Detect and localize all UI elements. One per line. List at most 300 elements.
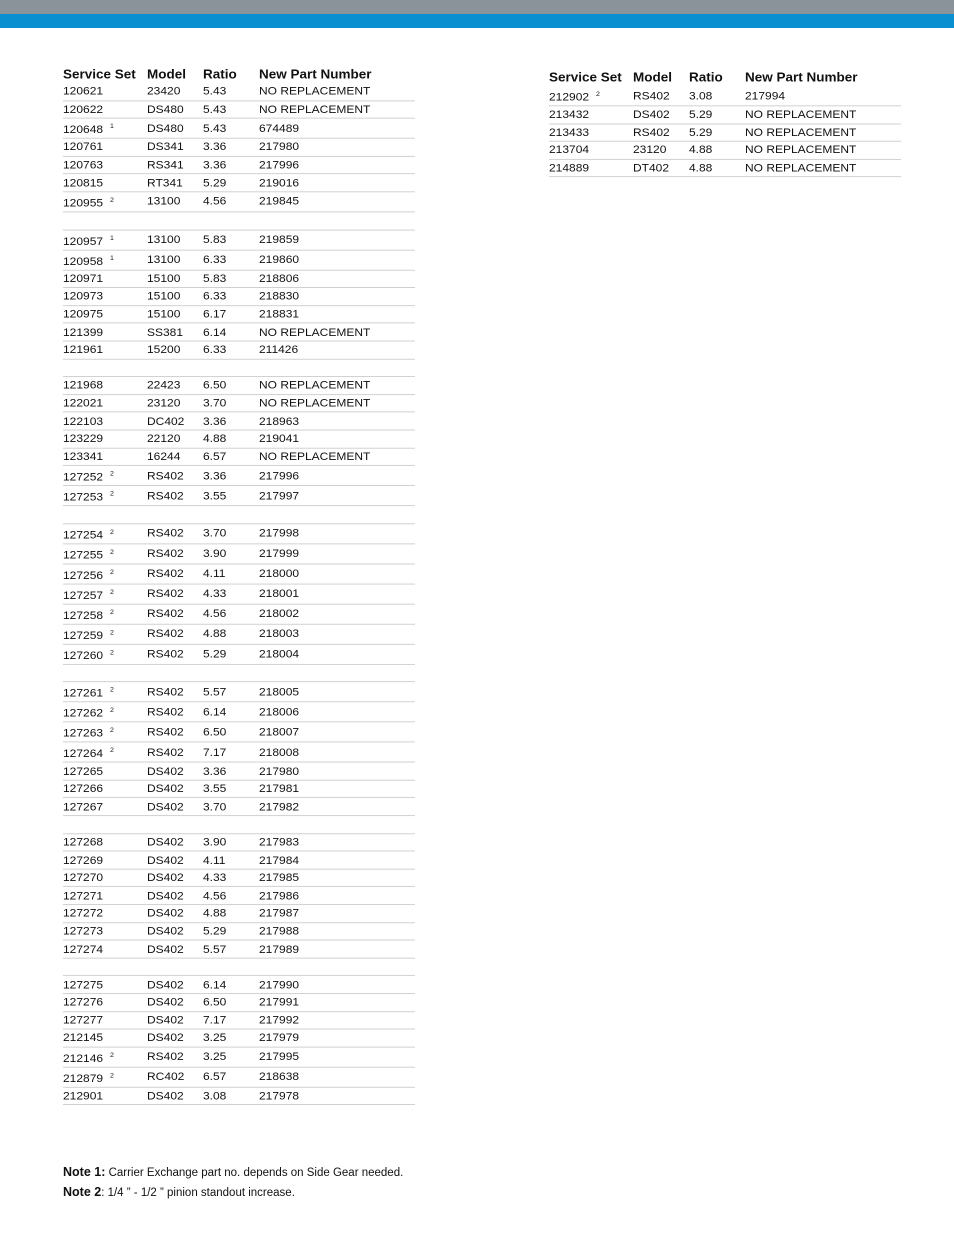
cell-service-set — [63, 448, 147, 466]
footnote-marker: 2 — [110, 629, 114, 636]
cell-service-set — [63, 976, 147, 994]
service-set-value: 127272 — [63, 906, 104, 920]
table-row — [63, 101, 415, 119]
service-set-value: 127271 — [63, 888, 104, 902]
table-row — [63, 430, 415, 448]
table-row — [549, 106, 901, 124]
table-row — [63, 138, 415, 156]
service-set-value: 120955 — [63, 196, 104, 210]
footnote-marker: 2 — [110, 649, 114, 656]
service-set-value: 123229 — [63, 431, 104, 446]
cell-new-part-number: 218005 — [259, 682, 415, 702]
cell-ratio: 6.14 — [203, 323, 259, 341]
cell-new-part-number: 217992 — [259, 1011, 415, 1029]
service-set-value: 120971 — [63, 271, 104, 285]
service-set-value: 213433 — [549, 125, 590, 139]
cell-new-part-number: 217990 — [259, 976, 415, 994]
footnote-marker: 2 — [110, 687, 114, 694]
table-row — [63, 523, 415, 543]
cell-model: DS402 — [147, 1011, 203, 1029]
service-set-value: 127266 — [63, 781, 104, 796]
cell-service-set — [63, 624, 147, 644]
service-set-value: 127273 — [63, 924, 104, 938]
table-row — [63, 156, 415, 174]
cell-model: 13100 — [147, 192, 203, 212]
service-set-value: 127258 — [63, 608, 104, 622]
service-set-value: 214889 — [549, 160, 590, 175]
group-spacer — [63, 664, 415, 682]
service-set-value: 127264 — [63, 746, 104, 760]
footnote-marker: 2 — [110, 609, 114, 616]
service-set-value: 120763 — [63, 157, 104, 172]
cell-model: DS402 — [147, 976, 203, 994]
cell-service-set — [549, 124, 633, 142]
cell-ratio: 4.88 — [203, 905, 259, 923]
header-model: Model — [633, 69, 672, 85]
service-set-value: 127260 — [63, 648, 104, 662]
cell-ratio: 4.11 — [203, 564, 259, 584]
service-set-value: 127276 — [63, 995, 104, 1009]
cell-ratio: 3.70 — [203, 394, 259, 412]
cell-service-set — [63, 994, 147, 1012]
cell-service-set — [63, 762, 147, 780]
service-set-value: 127275 — [63, 977, 104, 991]
cell-service-set — [63, 851, 147, 869]
spacer-cell — [203, 506, 259, 524]
cell-model: 15200 — [147, 341, 203, 359]
cell-new-part-number: 217982 — [259, 798, 415, 816]
table-row — [63, 323, 415, 341]
cell-model: DC402 — [147, 412, 203, 430]
cell-service-set — [63, 1047, 147, 1067]
cell-model: DS402 — [147, 940, 203, 958]
cell-new-part-number: NO REPLACEMENT — [259, 377, 415, 395]
cell-new-part-number: 218001 — [259, 584, 415, 604]
cell-new-part-number: 217998 — [259, 523, 415, 543]
cell-model: DS402 — [147, 762, 203, 780]
note-1 — [63, 1163, 403, 1183]
spacer-cell — [63, 816, 147, 834]
cell-model: DS480 — [147, 101, 203, 119]
table-row — [63, 922, 415, 940]
cell-ratio: 6.33 — [203, 341, 259, 359]
cell-new-part-number: 219859 — [259, 230, 415, 250]
cell-new-part-number: NO REPLACEMENT — [259, 323, 415, 341]
cell-new-part-number: 218004 — [259, 644, 415, 664]
spacer-cell — [63, 664, 147, 682]
cell-ratio: 3.55 — [203, 780, 259, 798]
cell-new-part-number: 217986 — [259, 887, 415, 905]
table-row — [63, 994, 415, 1012]
footnote-marker: 2 — [110, 197, 114, 204]
cell-ratio: 3.55 — [203, 486, 259, 506]
cell-ratio: 4.56 — [203, 887, 259, 905]
cell-new-part-number: 217978 — [259, 1087, 415, 1105]
table-row — [63, 1067, 415, 1087]
cell-service-set — [63, 486, 147, 506]
cell-ratio: 4.11 — [203, 851, 259, 869]
cell-ratio: 6.50 — [203, 722, 259, 742]
cell-new-part-number: 218830 — [259, 288, 415, 306]
cell-ratio: 3.90 — [203, 833, 259, 851]
cell-new-part-number: NO REPLACEMENT — [259, 394, 415, 412]
cell-model: DS402 — [633, 106, 689, 124]
cell-ratio: 4.88 — [689, 141, 745, 159]
spacer-cell — [203, 359, 259, 377]
cell-ratio: 5.29 — [689, 124, 745, 142]
cell-service-set — [63, 722, 147, 742]
table-row — [63, 377, 415, 395]
cell-new-part-number: 217995 — [259, 1047, 415, 1067]
service-set-value: 127261 — [63, 686, 104, 700]
footnote-marker: 1 — [110, 123, 114, 131]
cell-model: 23120 — [147, 394, 203, 412]
cell-ratio: 3.70 — [203, 798, 259, 816]
cell-model: DT402 — [633, 159, 689, 177]
table-row — [63, 486, 415, 506]
table-row — [63, 722, 415, 742]
cell-model: RS402 — [147, 682, 203, 702]
service-set-value: 127267 — [63, 799, 104, 813]
cell-ratio: 5.43 — [203, 101, 259, 119]
cell-ratio: 5.83 — [203, 270, 259, 288]
cell-new-part-number: 218831 — [259, 305, 415, 323]
footnote-marker: 2 — [110, 1072, 114, 1079]
cell-model: RS402 — [147, 702, 203, 722]
footnote-marker: 2 — [110, 470, 114, 478]
spacer-cell — [259, 212, 415, 230]
table-row — [63, 174, 415, 192]
cell-new-part-number: 217996 — [259, 156, 415, 174]
cell-service-set — [63, 101, 147, 119]
cell-service-set — [63, 544, 147, 564]
cell-model: 22423 — [147, 377, 203, 395]
cell-new-part-number: 219041 — [259, 430, 415, 448]
table-row — [63, 230, 415, 250]
cell-new-part-number: 674489 — [259, 118, 415, 138]
cell-service-set — [63, 250, 147, 270]
cell-new-part-number: 217999 — [259, 544, 415, 564]
table-row — [63, 780, 415, 798]
table-row — [63, 83, 415, 100]
table-row — [63, 869, 415, 887]
service-set-value: 120622 — [63, 102, 104, 116]
cell-new-part-number: 217985 — [259, 869, 415, 887]
cell-model: DS402 — [147, 780, 203, 798]
cell-model: DS402 — [147, 887, 203, 905]
cell-ratio: 5.57 — [203, 682, 259, 702]
cell-new-part-number: 217994 — [745, 86, 901, 106]
service-set-value: 212902 — [549, 90, 590, 104]
footnote-marker: 2 — [596, 91, 600, 98]
cell-service-set — [63, 523, 147, 543]
cell-new-part-number: NO REPLACEMENT — [259, 101, 415, 119]
service-set-value: 213704 — [549, 143, 590, 157]
spacer-cell — [259, 506, 415, 524]
spacer-cell — [147, 816, 203, 834]
spacer-cell — [147, 958, 203, 976]
service-set-value: 120815 — [63, 175, 104, 190]
cell-new-part-number: NO REPLACEMENT — [745, 124, 901, 142]
spacer-cell — [259, 958, 415, 976]
cell-ratio: 5.43 — [203, 83, 259, 100]
table-header-row — [549, 69, 901, 86]
cell-new-part-number: 217989 — [259, 940, 415, 958]
header-service-set: Service Set — [63, 66, 136, 82]
cell-model: RS402 — [147, 722, 203, 742]
cell-model: 23420 — [147, 83, 203, 100]
cell-service-set — [63, 940, 147, 958]
cell-ratio: 3.08 — [689, 86, 745, 106]
service-set-value: 212879 — [63, 1071, 104, 1085]
cell-model: RS402 — [147, 584, 203, 604]
table-row — [63, 851, 415, 869]
table-row — [63, 1087, 415, 1105]
cell-model: RS402 — [147, 604, 203, 624]
table-row — [549, 141, 901, 159]
table-row — [63, 762, 415, 780]
service-set-value: 122021 — [63, 396, 104, 410]
cell-service-set — [63, 192, 147, 212]
cell-service-set — [63, 288, 147, 306]
cell-service-set — [63, 869, 147, 887]
table-row — [63, 887, 415, 905]
cell-ratio: 6.14 — [203, 976, 259, 994]
table-row — [63, 682, 415, 702]
cell-service-set — [63, 564, 147, 584]
cell-new-part-number: 219016 — [259, 174, 415, 192]
service-set-value: 121961 — [63, 342, 104, 357]
table-row — [63, 1011, 415, 1029]
footnote-marker: 2 — [110, 490, 114, 498]
cell-ratio: 6.57 — [203, 1067, 259, 1087]
cell-service-set — [63, 412, 147, 430]
cell-model: DS402 — [147, 1087, 203, 1105]
cell-service-set — [63, 305, 147, 323]
cell-model: 15100 — [147, 270, 203, 288]
cell-model: RS402 — [147, 544, 203, 564]
cell-ratio: 3.25 — [203, 1047, 259, 1067]
table-row — [63, 448, 415, 466]
footnote-marker: 2 — [110, 707, 114, 714]
cell-model: RS402 — [147, 466, 203, 486]
service-set-value: 122103 — [63, 413, 104, 428]
spacer-cell — [147, 506, 203, 524]
service-set-value: 212901 — [63, 1088, 104, 1103]
cell-service-set — [63, 466, 147, 486]
spacer-cell — [147, 664, 203, 682]
header-new-part-number: New Part Number — [745, 69, 858, 85]
cell-service-set — [549, 106, 633, 124]
spacer-cell — [63, 958, 147, 976]
service-set-value: 127253 — [63, 489, 104, 504]
cell-ratio: 4.33 — [203, 869, 259, 887]
cell-new-part-number: 218000 — [259, 564, 415, 584]
cell-service-set — [63, 341, 147, 359]
footnote-marker: 2 — [110, 568, 114, 576]
cell-new-part-number: 217980 — [259, 138, 415, 156]
cell-service-set — [63, 156, 147, 174]
cell-new-part-number: 217980 — [259, 762, 415, 780]
service-set-value: 127277 — [63, 1013, 104, 1027]
footnote-marker: 2 — [110, 589, 114, 596]
table-row — [549, 124, 901, 142]
group-spacer — [63, 958, 415, 976]
cell-new-part-number: 218638 — [259, 1067, 415, 1087]
cell-ratio: 3.90 — [203, 544, 259, 564]
table-row — [549, 86, 901, 106]
cell-model: RS402 — [147, 523, 203, 543]
table-row — [63, 466, 415, 486]
cell-ratio: 5.83 — [203, 230, 259, 250]
table-row — [63, 798, 415, 816]
cell-service-set — [63, 644, 147, 664]
table-row — [63, 584, 415, 604]
service-set-value: 120957 — [63, 233, 104, 248]
service-set-value: 127254 — [63, 527, 104, 542]
cell-ratio: 7.17 — [203, 1011, 259, 1029]
cell-new-part-number: NO REPLACEMENT — [259, 83, 415, 100]
cell-model: DS402 — [147, 798, 203, 816]
service-set-value: 127263 — [63, 726, 104, 740]
cell-model: DS341 — [147, 138, 203, 156]
cell-new-part-number: 217991 — [259, 994, 415, 1012]
footnote-marker: 1 — [110, 234, 114, 242]
cell-service-set — [549, 141, 633, 159]
cell-new-part-number: 217997 — [259, 486, 415, 506]
spacer-cell — [63, 212, 147, 230]
cell-service-set — [63, 138, 147, 156]
left-parts-table — [63, 66, 415, 1105]
service-set-value: 127274 — [63, 941, 104, 956]
cell-new-part-number: 219860 — [259, 250, 415, 270]
cell-ratio: 3.36 — [203, 762, 259, 780]
note-2-text: : 1/4 ” - 1/2 ” pinion standout increase. — [101, 1186, 295, 1199]
table-row — [63, 564, 415, 584]
cell-service-set — [63, 1087, 147, 1105]
cell-model: 15100 — [147, 288, 203, 306]
table-row — [63, 288, 415, 306]
table-row — [63, 644, 415, 664]
cell-new-part-number: 217981 — [259, 780, 415, 798]
table-row — [63, 905, 415, 923]
cell-model: DS402 — [147, 1029, 203, 1047]
service-set-value: 127270 — [63, 870, 104, 885]
header-ratio: Ratio — [203, 66, 237, 82]
table-row — [63, 412, 415, 430]
header-service-set: Service Set — [549, 69, 622, 85]
spacer-cell — [259, 816, 415, 834]
cell-ratio: 3.36 — [203, 466, 259, 486]
cell-service-set — [63, 682, 147, 702]
cell-new-part-number: 218002 — [259, 604, 415, 624]
table-row — [63, 976, 415, 994]
cell-new-part-number: NO REPLACEMENT — [745, 141, 901, 159]
cell-ratio: 6.33 — [203, 288, 259, 306]
service-set-value: 120975 — [63, 307, 104, 321]
cell-new-part-number: 218003 — [259, 624, 415, 644]
service-set-value: 120648 — [63, 122, 104, 137]
footnote-marker: 2 — [110, 1052, 114, 1059]
cell-new-part-number: 217988 — [259, 922, 415, 940]
table-row — [63, 624, 415, 644]
service-set-value: 127268 — [63, 835, 104, 849]
cell-model: DS480 — [147, 118, 203, 138]
right-parts-table — [549, 69, 901, 177]
cell-new-part-number: 218806 — [259, 270, 415, 288]
table-row — [63, 742, 415, 762]
cell-ratio: 5.29 — [689, 106, 745, 124]
cell-model: RS341 — [147, 156, 203, 174]
service-set-value: 120761 — [63, 140, 104, 154]
cell-new-part-number: 217979 — [259, 1029, 415, 1047]
table-row — [63, 604, 415, 624]
cell-model: 22120 — [147, 430, 203, 448]
cell-model: DS402 — [147, 833, 203, 851]
spacer-cell — [259, 359, 415, 377]
cell-ratio: 6.33 — [203, 250, 259, 270]
table-row — [63, 250, 415, 270]
table-row — [63, 394, 415, 412]
service-set-value: 127252 — [63, 469, 104, 484]
table-row — [63, 1029, 415, 1047]
cell-model: RS402 — [147, 486, 203, 506]
cell-model: RC402 — [147, 1067, 203, 1087]
cell-model: RT341 — [147, 174, 203, 192]
service-set-value: 120973 — [63, 289, 104, 303]
cell-new-part-number: 217987 — [259, 905, 415, 923]
cell-ratio: 6.50 — [203, 377, 259, 395]
cell-model: DS402 — [147, 905, 203, 923]
cell-ratio: 7.17 — [203, 742, 259, 762]
cell-model: RS402 — [147, 624, 203, 644]
cell-ratio: 6.57 — [203, 448, 259, 466]
cell-service-set — [63, 887, 147, 905]
note-1-label: Note 1: — [63, 1165, 106, 1179]
group-spacer — [63, 212, 415, 230]
cell-service-set — [63, 833, 147, 851]
cell-service-set — [63, 584, 147, 604]
header-new-part-number: New Part Number — [259, 66, 372, 82]
table-row — [63, 305, 415, 323]
cell-ratio: 6.14 — [203, 702, 259, 722]
cell-new-part-number: 218006 — [259, 702, 415, 722]
service-set-value: 127259 — [63, 628, 104, 642]
spacer-cell — [63, 359, 147, 377]
cell-service-set — [63, 798, 147, 816]
cell-service-set — [63, 83, 147, 100]
footnote-marker: 2 — [110, 727, 114, 735]
table-row — [63, 118, 415, 138]
cell-service-set — [63, 270, 147, 288]
cell-ratio: 3.36 — [203, 156, 259, 174]
service-set-value: 123341 — [63, 449, 104, 463]
cell-service-set — [63, 1011, 147, 1029]
cell-service-set — [63, 394, 147, 412]
spacer-cell — [203, 664, 259, 682]
cell-model: SS381 — [147, 323, 203, 341]
cell-model: RS402 — [147, 644, 203, 664]
cell-model: DS402 — [147, 994, 203, 1012]
service-set-value: 121968 — [63, 378, 104, 392]
cell-model: 23120 — [633, 141, 689, 159]
spacer-cell — [147, 359, 203, 377]
table-row — [63, 702, 415, 722]
cell-new-part-number: 217983 — [259, 833, 415, 851]
service-set-value: 120621 — [63, 84, 104, 98]
cell-service-set — [63, 604, 147, 624]
cell-service-set — [63, 742, 147, 762]
